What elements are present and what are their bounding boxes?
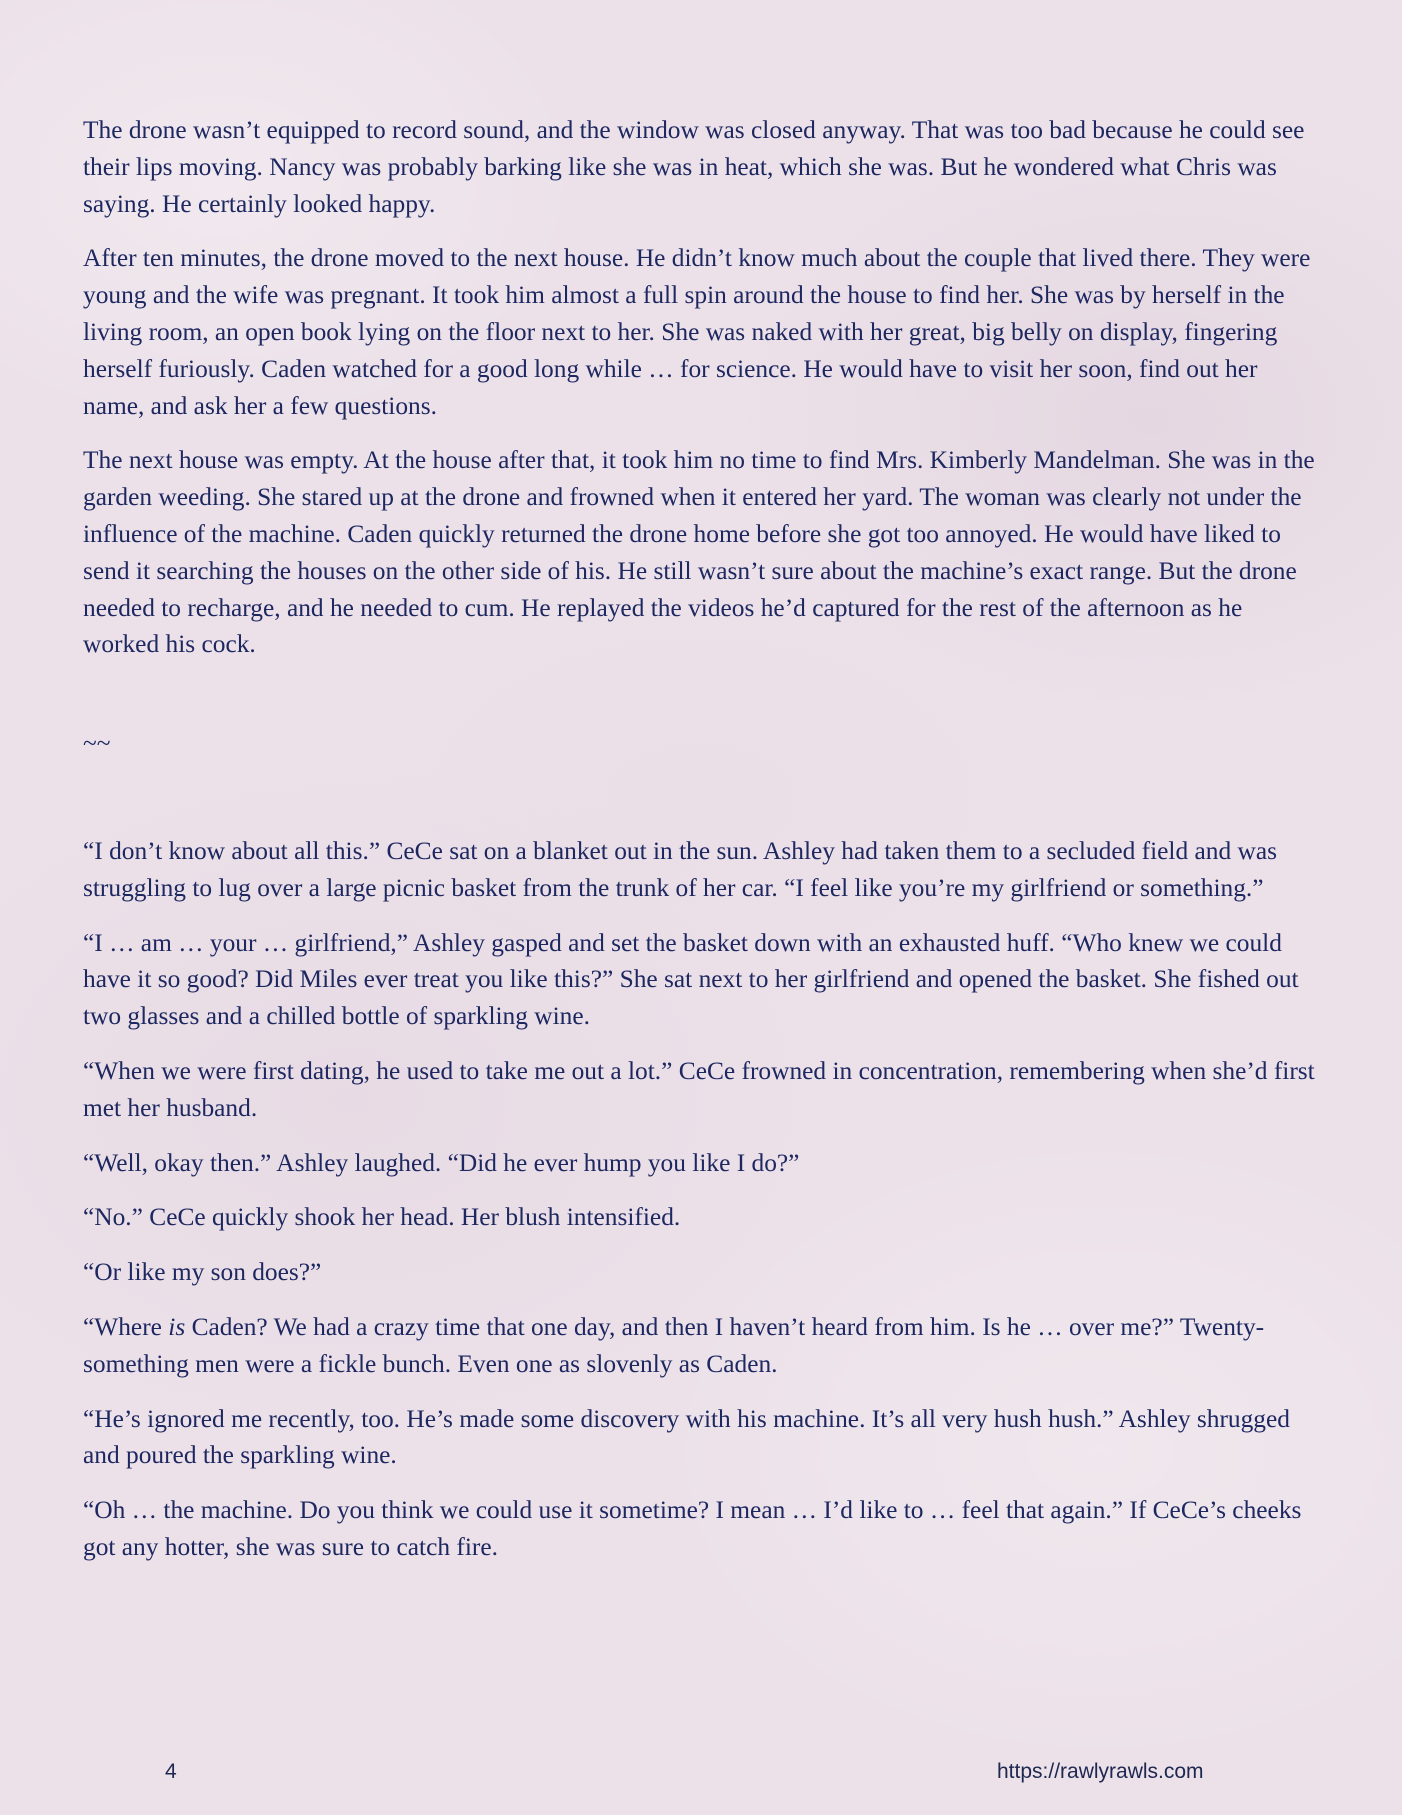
paragraph-my-son: “Or like my son does?” xyxy=(83,1258,322,1287)
paragraph-drone-no-sound: The drone wasn’t equipped to record sound, and the window was closed anyway. That was too bad because he could see their lips moving. Nancy was probably barking like she was in heat, which she was. But he wondered what Chris was saying. He certainly looked happy. xyxy=(83,116,1305,218)
page-number: 4 xyxy=(165,1760,177,1783)
paragraph-the-machine: “Oh … the machine. Do you think we could use it sometime? I mean … I’d like to … feel that again.” If CeCe’s cheeks got any hotter, she was sure to catch fire. xyxy=(83,1496,1302,1561)
paragraph-empty-house: The next house was empty. At the house after that, it took him no time to find Mrs. Kimberly Mandelman. She was in the garden weeding. She stared up at the drone and frowned when it entered her yard. The woman was clearly not under the influence of the machine. Caden quickly returned the drone home before she got too annoyed. He would have liked to send it searching the houses on the other side of his. He still wasn’t sure about the machine’s exact range. But the drone needed to recharge, and he needed to cum. He replayed the videos he’d captured for the rest of the afternoon as he worked his cock. xyxy=(83,446,1315,659)
page-body xyxy=(83,112,1323,1584)
caden-line-start: “Where xyxy=(83,1312,169,1341)
site-url[interactable]: https://rawlyrawls.com xyxy=(997,1760,1204,1783)
page-footer xyxy=(0,1760,1402,1790)
scene-break: ~~ xyxy=(83,729,111,758)
paragraph-next-house: After ten minutes, the drone moved to the next house. He didn’t know much about the couple that lived there. They were young and the wife was pregnant. It took him almost a full spin around the house to find her. She was by herself in the living room, an open book lying on the floor next to her. She was naked with her great, big belly on display, fingering herself furiously. Caden watched for a good long while … for science. He would have to visit her soon, find out her name, and ask her a few questions. xyxy=(83,244,1311,420)
paragraph-no: “No.” CeCe quickly shook her head. Her blush intensified. xyxy=(83,1203,681,1232)
paragraph-picnic: “I don’t know about all this.” CeCe sat on a blanket out in the sun. Ashley had taken them to a secluded field and was struggling to lug over a large picnic basket from the trunk of her car. “I feel like you’re my girlfriend or something.” xyxy=(83,836,1278,902)
paragraph-first-dating: “When we were first dating, he used to take me out a lot.” CeCe frowned in concentration, remembering when she’d first met her husband. xyxy=(83,1056,1315,1122)
emphasis-is: is xyxy=(168,1312,186,1341)
paragraph-girlfriend: “I … am … your … girlfriend,” Ashley gasped and set the basket down with an exhausted huff. “Who knew we could have it so good? Did Miles ever treat you like this?” She sat next to her girlfriend and opened the basket. She fished out two glasses and a chilled bottle of sparkling wine. xyxy=(83,928,1299,1031)
paragraph-okay-then: “Well, okay then.” Ashley laughed. “Did he ever hump you like I do?” xyxy=(83,1148,800,1177)
caden-line-end: Caden? We had a crazy time that one day, and then I haven’t heard from him. Is he … over me?” Twenty-something men were a fickle bunch. Even one as slovenly as Caden. xyxy=(83,1312,1265,1378)
paragraph-where-is-caden xyxy=(83,1309,1323,1383)
paragraph-ignored-me: “He’s ignored me recently, too. He’s made some discovery with his machine. It’s all very hush hush.” Ashley shrugged and poured the sparkling wine. xyxy=(83,1404,1290,1470)
